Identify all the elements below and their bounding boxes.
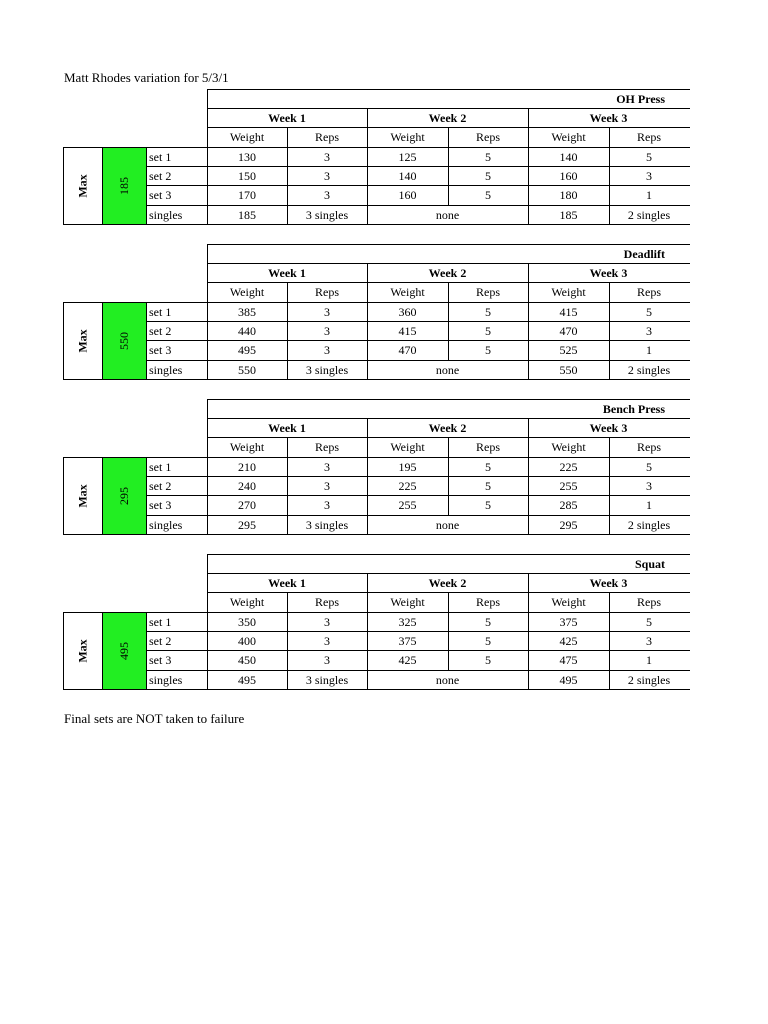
max-value: 185 [117,176,131,195]
set-label: set 2 [149,633,172,648]
weight-value: 160 [398,188,417,202]
week-header: Week 3 [589,110,628,125]
singles-label: singles [149,672,183,687]
weight-value: 525 [559,343,578,357]
reps-value: 5 [485,304,491,319]
weight-value: 160 [559,168,578,183]
weight-column-header: Weight [229,130,265,144]
singles-weight-week3: 550 [559,362,578,377]
week-header: Week 1 [268,575,306,590]
weight-value: 255 [398,498,417,512]
singles-weight-week3: 185 [559,207,578,222]
document-title: Matt Rhodes variation for 5/3/1 [64,70,229,85]
weight-column-header: Weight [229,440,265,454]
singles-week2: none [435,362,460,377]
reps-value: 5 [646,614,652,629]
reps-value: 5 [485,323,491,338]
weight-column-header: Weight [229,285,265,299]
singles-reps-week3: 2 singles [627,207,671,222]
reps-value: 5 [485,614,491,629]
weight-value: 180 [559,188,578,202]
weight-value: 195 [398,459,417,474]
reps-value: 3 [324,633,330,648]
lift-name: Deadlift [623,246,665,261]
max-label: Max [75,638,90,663]
reps-value: 3 [324,149,330,164]
max-value-wrap [102,457,146,534]
week-header: Week 1 [268,110,306,125]
reps-value: 3 [646,168,652,183]
set-label: set 1 [149,149,172,164]
weight-value: 285 [559,498,578,512]
reps-value: 3 [646,478,652,493]
reps-column-header: Reps [315,440,339,454]
week-header: Week 2 [428,110,467,125]
set-label: set 2 [149,323,172,338]
reps-column-header: Reps [315,130,339,144]
weight-column-header: Weight [390,130,425,144]
reps-value: 3 [324,498,330,512]
singles-week2: none [435,517,460,532]
grid-line [63,534,690,535]
weight-value: 130 [238,149,256,164]
singles-weight-week1: 495 [238,672,256,687]
singles-weight-week3: 495 [559,672,578,687]
singles-weight-week3: 295 [559,517,578,532]
weight-value: 140 [398,168,417,183]
weight-value: 240 [238,478,256,493]
weight-value: 495 [238,343,256,357]
reps-column-header: Reps [637,595,661,609]
grid-line [63,224,690,225]
weight-value: 150 [238,168,256,183]
weight-value: 375 [559,614,578,629]
reps-value: 1 [646,188,652,202]
set-label: set 1 [149,304,172,319]
singles-reps-week3: 2 singles [627,672,671,687]
singles-label: singles [149,207,183,222]
max-label-cell [63,147,102,224]
max-label: Max [75,483,90,508]
weight-column-header: Weight [551,285,586,299]
lift-block [0,89,768,229]
reps-column-header: Reps [315,595,339,609]
set-label: set 3 [149,188,172,202]
weight-column-header: Weight [229,595,265,609]
max-value-wrap [102,612,146,689]
weight-column-header: Weight [551,130,586,144]
weight-value: 470 [559,323,578,338]
reps-value: 3 [324,459,330,474]
weight-column-header: Weight [390,285,425,299]
set-label: set 3 [149,343,172,357]
singles-week2: none [435,207,460,222]
reps-value: 5 [485,149,491,164]
set-label: set 3 [149,653,172,667]
lift-name: Squat [634,556,665,571]
set-label: set 3 [149,498,172,512]
max-label-cell [63,302,102,379]
weight-value: 425 [559,633,578,648]
singles-reps-week1: 3 singles [305,517,349,532]
week-header: Week 3 [589,575,628,590]
singles-label: singles [149,362,183,377]
reps-value: 5 [485,478,491,493]
reps-value: 5 [646,304,652,319]
reps-value: 5 [485,498,491,512]
weight-value: 350 [238,614,256,629]
week-header: Week 3 [589,420,628,435]
reps-column-header: Reps [476,440,500,454]
weight-value: 375 [398,633,417,648]
reps-value: 1 [646,343,652,357]
set-label: set 1 [149,614,172,629]
singles-reps-week1: 3 singles [305,207,349,222]
set-label: set 1 [149,459,172,474]
reps-value: 5 [646,459,652,474]
weight-value: 385 [238,304,256,319]
reps-column-header: Reps [637,285,661,299]
reps-value: 3 [324,188,330,202]
reps-value: 3 [324,614,330,629]
weight-column-header: Weight [551,440,586,454]
max-value-wrap [102,147,146,224]
weight-value: 210 [238,459,256,474]
max-value: 550 [117,331,131,350]
week-header: Week 2 [428,575,467,590]
reps-value: 3 [324,343,330,357]
weight-value: 140 [559,149,578,164]
weight-value: 225 [559,459,578,474]
week-header: Week 2 [428,420,467,435]
reps-value: 3 [324,653,330,667]
singles-label: singles [149,517,183,532]
reps-column-header: Reps [476,130,500,144]
reps-value: 5 [485,633,491,648]
weight-value: 255 [559,478,578,493]
singles-reps-week3: 2 singles [627,362,671,377]
set-label: set 2 [149,478,172,493]
reps-column-header: Reps [637,130,661,144]
lift-name: Bench Press [602,401,665,416]
weight-value: 225 [398,478,417,493]
singles-weight-week1: 550 [238,362,256,377]
singles-week2: none [435,672,460,687]
weight-value: 270 [238,498,256,512]
lift-name: OH Press [616,91,665,106]
reps-value: 3 [324,323,330,338]
weight-value: 450 [238,653,256,667]
max-label: Max [75,328,90,353]
reps-value: 3 [324,478,330,493]
reps-value: 1 [646,653,652,667]
weight-value: 475 [559,653,578,667]
reps-value: 5 [485,343,491,357]
reps-value: 3 [646,633,652,648]
reps-column-header: Reps [476,285,500,299]
lift-block [0,399,768,539]
singles-reps-week1: 3 singles [305,672,349,687]
weight-value: 170 [238,188,256,202]
max-label-cell [63,612,102,689]
max-value-wrap [102,302,146,379]
grid-line [63,689,690,690]
set-label: set 2 [149,168,172,183]
week-header: Week 1 [268,420,306,435]
weight-value: 325 [398,614,417,629]
week-header: Week 1 [268,265,306,280]
lift-block [0,554,768,694]
reps-column-header: Reps [637,440,661,454]
singles-weight-week1: 185 [238,207,256,222]
weight-value: 425 [398,653,417,667]
weight-value: 125 [398,149,417,164]
weight-value: 415 [559,304,578,319]
singles-weight-week1: 295 [238,517,256,532]
week-header: Week 2 [428,265,467,280]
reps-value: 3 [646,323,652,338]
weight-value: 470 [398,343,417,357]
footer-note: Final sets are NOT taken to failure [64,711,245,726]
max-label: Max [75,173,90,198]
weight-value: 400 [238,633,256,648]
weight-column-header: Weight [390,440,425,454]
lift-block [0,244,768,384]
reps-column-header: Reps [315,285,339,299]
weight-value: 440 [238,323,256,338]
reps-value: 5 [485,653,491,667]
reps-value: 5 [646,149,652,164]
weight-value: 360 [398,304,417,319]
weight-column-header: Weight [390,595,425,609]
week-header: Week 3 [589,265,628,280]
reps-value: 3 [324,168,330,183]
singles-reps-week1: 3 singles [305,362,349,377]
weight-column-header: Weight [551,595,586,609]
reps-value: 5 [485,188,491,202]
singles-reps-week3: 2 singles [627,517,671,532]
grid-line [63,379,690,380]
max-value: 495 [117,641,131,660]
max-label-cell [63,457,102,534]
reps-column-header: Reps [476,595,500,609]
reps-value: 1 [646,498,652,512]
reps-value: 5 [485,459,491,474]
max-value: 295 [117,486,131,505]
reps-value: 3 [324,304,330,319]
reps-value: 5 [485,168,491,183]
weight-value: 415 [398,323,417,338]
